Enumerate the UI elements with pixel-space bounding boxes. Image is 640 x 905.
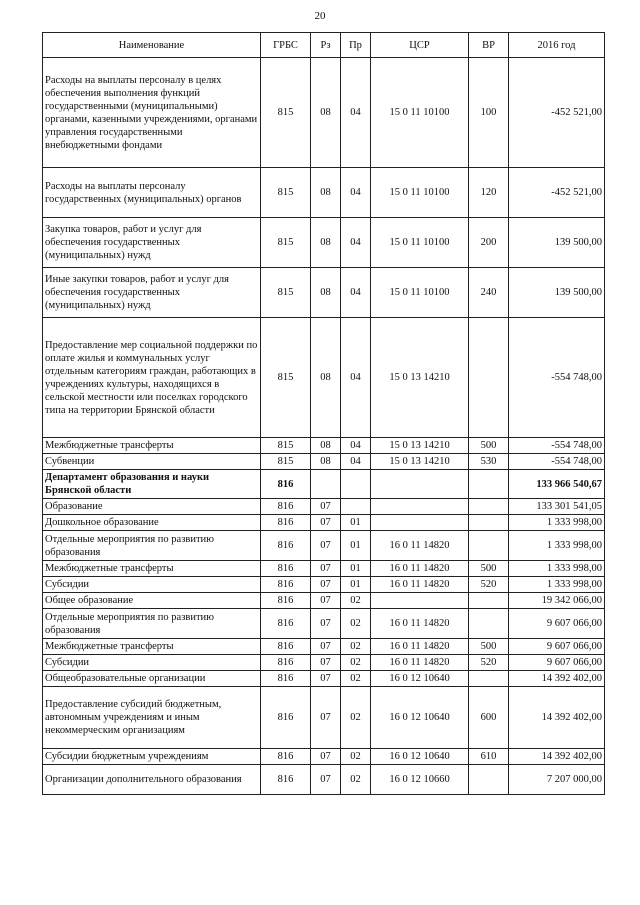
row-csr: 16 0 11 14820 <box>371 609 469 639</box>
row-pr: 04 <box>341 454 371 470</box>
row-rz: 07 <box>311 671 341 687</box>
row-grbs: 816 <box>261 655 311 671</box>
row-vr <box>469 470 509 499</box>
row-amount: 19 342 066,00 <box>509 593 605 609</box>
row-csr: 16 0 11 14820 <box>371 561 469 577</box>
row-grbs: 816 <box>261 470 311 499</box>
row-amount: 14 392 402,00 <box>509 749 605 765</box>
row-csr: 16 0 12 10660 <box>371 765 469 795</box>
table-row <box>43 438 605 454</box>
row-vr: 520 <box>469 577 509 593</box>
row-grbs: 816 <box>261 749 311 765</box>
row-rz: 07 <box>311 593 341 609</box>
row-vr: 240 <box>469 268 509 318</box>
header-csr: ЦСР <box>371 33 469 58</box>
row-grbs: 816 <box>261 687 311 749</box>
row-rz: 08 <box>311 438 341 454</box>
row-grbs: 816 <box>261 499 311 515</box>
row-grbs: 815 <box>261 438 311 454</box>
row-vr: 120 <box>469 168 509 218</box>
row-pr: 04 <box>341 168 371 218</box>
row-amount: 1 333 998,00 <box>509 531 605 561</box>
row-name: Межбюджетные трансферты <box>43 639 261 655</box>
row-amount: 133 966 540,67 <box>509 470 605 499</box>
row-vr <box>469 499 509 515</box>
row-grbs: 816 <box>261 639 311 655</box>
row-pr: 04 <box>341 58 371 168</box>
row-vr: 520 <box>469 655 509 671</box>
row-rz: 07 <box>311 655 341 671</box>
row-rz <box>311 470 341 499</box>
row-csr <box>371 499 469 515</box>
row-grbs: 815 <box>261 318 311 438</box>
table-row <box>43 609 605 639</box>
row-csr: 16 0 12 10640 <box>371 687 469 749</box>
row-csr: 16 0 11 14820 <box>371 655 469 671</box>
row-grbs: 816 <box>261 609 311 639</box>
row-name: Субсидии бюджетным учреждениям <box>43 749 261 765</box>
row-name: Предоставление мер социальной поддержки по оплате жилья и коммунальных услуг отдельным категориям граждан, работающих в учреждениях культуры, находящихся в сельской местности или поселках городского типа на территории Брянской области <box>43 318 261 438</box>
row-pr: 02 <box>341 639 371 655</box>
page-number: 20 <box>314 10 326 22</box>
table-row <box>43 515 605 531</box>
row-amount: 1 333 998,00 <box>509 561 605 577</box>
row-name: Расходы на выплаты персоналу государственных (муниципальных) органов <box>43 168 261 218</box>
row-amount: 9 607 066,00 <box>509 609 605 639</box>
row-amount: 1 333 998,00 <box>509 515 605 531</box>
row-rz: 08 <box>311 58 341 168</box>
row-name: Межбюджетные трансферты <box>43 438 261 454</box>
row-pr: 02 <box>341 687 371 749</box>
table-row <box>43 577 605 593</box>
row-csr: 15 0 11 10100 <box>371 268 469 318</box>
row-csr <box>371 470 469 499</box>
table-row <box>43 454 605 470</box>
table-row <box>43 168 605 218</box>
row-rz: 07 <box>311 531 341 561</box>
row-name: Дошкольное образование <box>43 515 261 531</box>
row-grbs: 815 <box>261 268 311 318</box>
row-amount: 9 607 066,00 <box>509 639 605 655</box>
row-name: Субвенции <box>43 454 261 470</box>
row-grbs: 816 <box>261 671 311 687</box>
table-row <box>43 765 605 795</box>
row-vr: 200 <box>469 218 509 268</box>
row-amount: 14 392 402,00 <box>509 687 605 749</box>
row-rz: 07 <box>311 687 341 749</box>
table-row <box>43 561 605 577</box>
row-name: Организации дополнительного образования <box>43 765 261 795</box>
row-name: Общее образование <box>43 593 261 609</box>
row-grbs: 815 <box>261 454 311 470</box>
row-csr <box>371 515 469 531</box>
row-rz: 07 <box>311 561 341 577</box>
table-row <box>43 499 605 515</box>
row-rz: 07 <box>311 749 341 765</box>
table-row <box>43 268 605 318</box>
table-row <box>43 318 605 438</box>
row-amount: -452 521,00 <box>509 58 605 168</box>
row-name: Иные закупки товаров, работ и услуг для обеспечения государственных (муниципальных) нужд <box>43 268 261 318</box>
header-name: Наименование <box>43 33 261 58</box>
row-csr: 15 0 11 10100 <box>371 218 469 268</box>
row-pr: 01 <box>341 515 371 531</box>
row-rz: 08 <box>311 218 341 268</box>
table-row <box>43 639 605 655</box>
row-vr <box>469 609 509 639</box>
row-amount: 139 500,00 <box>509 268 605 318</box>
row-grbs: 816 <box>261 531 311 561</box>
row-csr: 16 0 11 14820 <box>371 577 469 593</box>
row-grbs: 815 <box>261 168 311 218</box>
row-name: Отдельные мероприятия по развитию образования <box>43 609 261 639</box>
row-grbs: 815 <box>261 218 311 268</box>
header-rz: Рз <box>311 33 341 58</box>
row-grbs: 816 <box>261 593 311 609</box>
row-csr: 16 0 12 10640 <box>371 671 469 687</box>
row-vr: 600 <box>469 687 509 749</box>
header-vr: ВР <box>469 33 509 58</box>
row-vr <box>469 593 509 609</box>
row-amount: 14 392 402,00 <box>509 671 605 687</box>
row-name: Субсидии <box>43 577 261 593</box>
header-pr: Пр <box>341 33 371 58</box>
row-vr: 500 <box>469 639 509 655</box>
row-grbs: 816 <box>261 515 311 531</box>
row-grbs: 816 <box>261 561 311 577</box>
table-header-row <box>43 33 605 58</box>
row-grbs: 816 <box>261 765 311 795</box>
row-rz: 08 <box>311 318 341 438</box>
row-amount: -554 748,00 <box>509 438 605 454</box>
row-rz: 07 <box>311 499 341 515</box>
table-row <box>43 58 605 168</box>
row-grbs: 816 <box>261 577 311 593</box>
row-pr <box>341 470 371 499</box>
row-vr <box>469 515 509 531</box>
table-row <box>43 671 605 687</box>
row-amount: -554 748,00 <box>509 318 605 438</box>
row-pr: 04 <box>341 438 371 454</box>
row-csr: 15 0 13 14210 <box>371 438 469 454</box>
row-rz: 08 <box>311 268 341 318</box>
row-pr: 02 <box>341 593 371 609</box>
row-name: Департамент образования и науки Брянской области <box>43 470 261 499</box>
row-vr <box>469 531 509 561</box>
row-amount: 133 301 541,05 <box>509 499 605 515</box>
row-rz: 07 <box>311 577 341 593</box>
row-amount: 1 333 998,00 <box>509 577 605 593</box>
row-csr: 15 0 11 10100 <box>371 58 469 168</box>
row-rz: 07 <box>311 639 341 655</box>
row-pr: 04 <box>341 218 371 268</box>
table-row <box>43 531 605 561</box>
row-name: Предоставление субсидий бюджетным, автономным учреждениям и иным некоммерческим организациям <box>43 687 261 749</box>
row-rz: 07 <box>311 765 341 795</box>
row-pr: 02 <box>341 671 371 687</box>
row-name: Образование <box>43 499 261 515</box>
row-vr: 500 <box>469 438 509 454</box>
row-vr <box>469 671 509 687</box>
row-name: Межбюджетные трансферты <box>43 561 261 577</box>
row-pr: 02 <box>341 749 371 765</box>
row-name: Общеобразовательные организации <box>43 671 261 687</box>
row-name: Отдельные мероприятия по развитию образования <box>43 531 261 561</box>
budget-table <box>42 32 605 795</box>
row-vr <box>469 318 509 438</box>
row-vr <box>469 765 509 795</box>
row-amount: -554 748,00 <box>509 454 605 470</box>
row-vr: 610 <box>469 749 509 765</box>
row-pr: 01 <box>341 577 371 593</box>
row-rz: 07 <box>311 515 341 531</box>
row-pr <box>341 499 371 515</box>
row-pr: 04 <box>341 268 371 318</box>
row-amount: -452 521,00 <box>509 168 605 218</box>
row-vr: 100 <box>469 58 509 168</box>
table-row <box>43 470 605 499</box>
row-amount: 9 607 066,00 <box>509 655 605 671</box>
table-row <box>43 687 605 749</box>
row-vr: 530 <box>469 454 509 470</box>
table-row <box>43 218 605 268</box>
row-csr: 15 0 13 14210 <box>371 318 469 438</box>
row-rz: 08 <box>311 168 341 218</box>
row-csr: 16 0 11 14820 <box>371 531 469 561</box>
row-csr <box>371 593 469 609</box>
table-row <box>43 749 605 765</box>
row-rz: 08 <box>311 454 341 470</box>
row-pr: 02 <box>341 609 371 639</box>
row-pr: 01 <box>341 531 371 561</box>
row-name: Расходы на выплаты персоналу в целях обеспечения выполнения функций государственными (муниципальными) органами, казенными учреждениями, органами управления государственными внебюджетными фондами <box>43 58 261 168</box>
row-vr: 500 <box>469 561 509 577</box>
row-rz: 07 <box>311 609 341 639</box>
row-pr: 02 <box>341 655 371 671</box>
row-csr: 16 0 11 14820 <box>371 639 469 655</box>
row-amount: 139 500,00 <box>509 218 605 268</box>
header-year: 2016 год <box>509 33 605 58</box>
row-csr: 15 0 11 10100 <box>371 168 469 218</box>
row-grbs: 815 <box>261 58 311 168</box>
row-name: Закупка товаров, работ и услуг для обеспечения государственных (муниципальных) нужд <box>43 218 261 268</box>
row-pr: 02 <box>341 765 371 795</box>
row-amount: 7 207 000,00 <box>509 765 605 795</box>
row-csr: 16 0 12 10640 <box>371 749 469 765</box>
row-csr: 15 0 13 14210 <box>371 454 469 470</box>
header-grbs: ГРБС <box>261 33 311 58</box>
row-pr: 01 <box>341 561 371 577</box>
row-name: Субсидии <box>43 655 261 671</box>
table-row <box>43 655 605 671</box>
row-pr: 04 <box>341 318 371 438</box>
table-row <box>43 593 605 609</box>
